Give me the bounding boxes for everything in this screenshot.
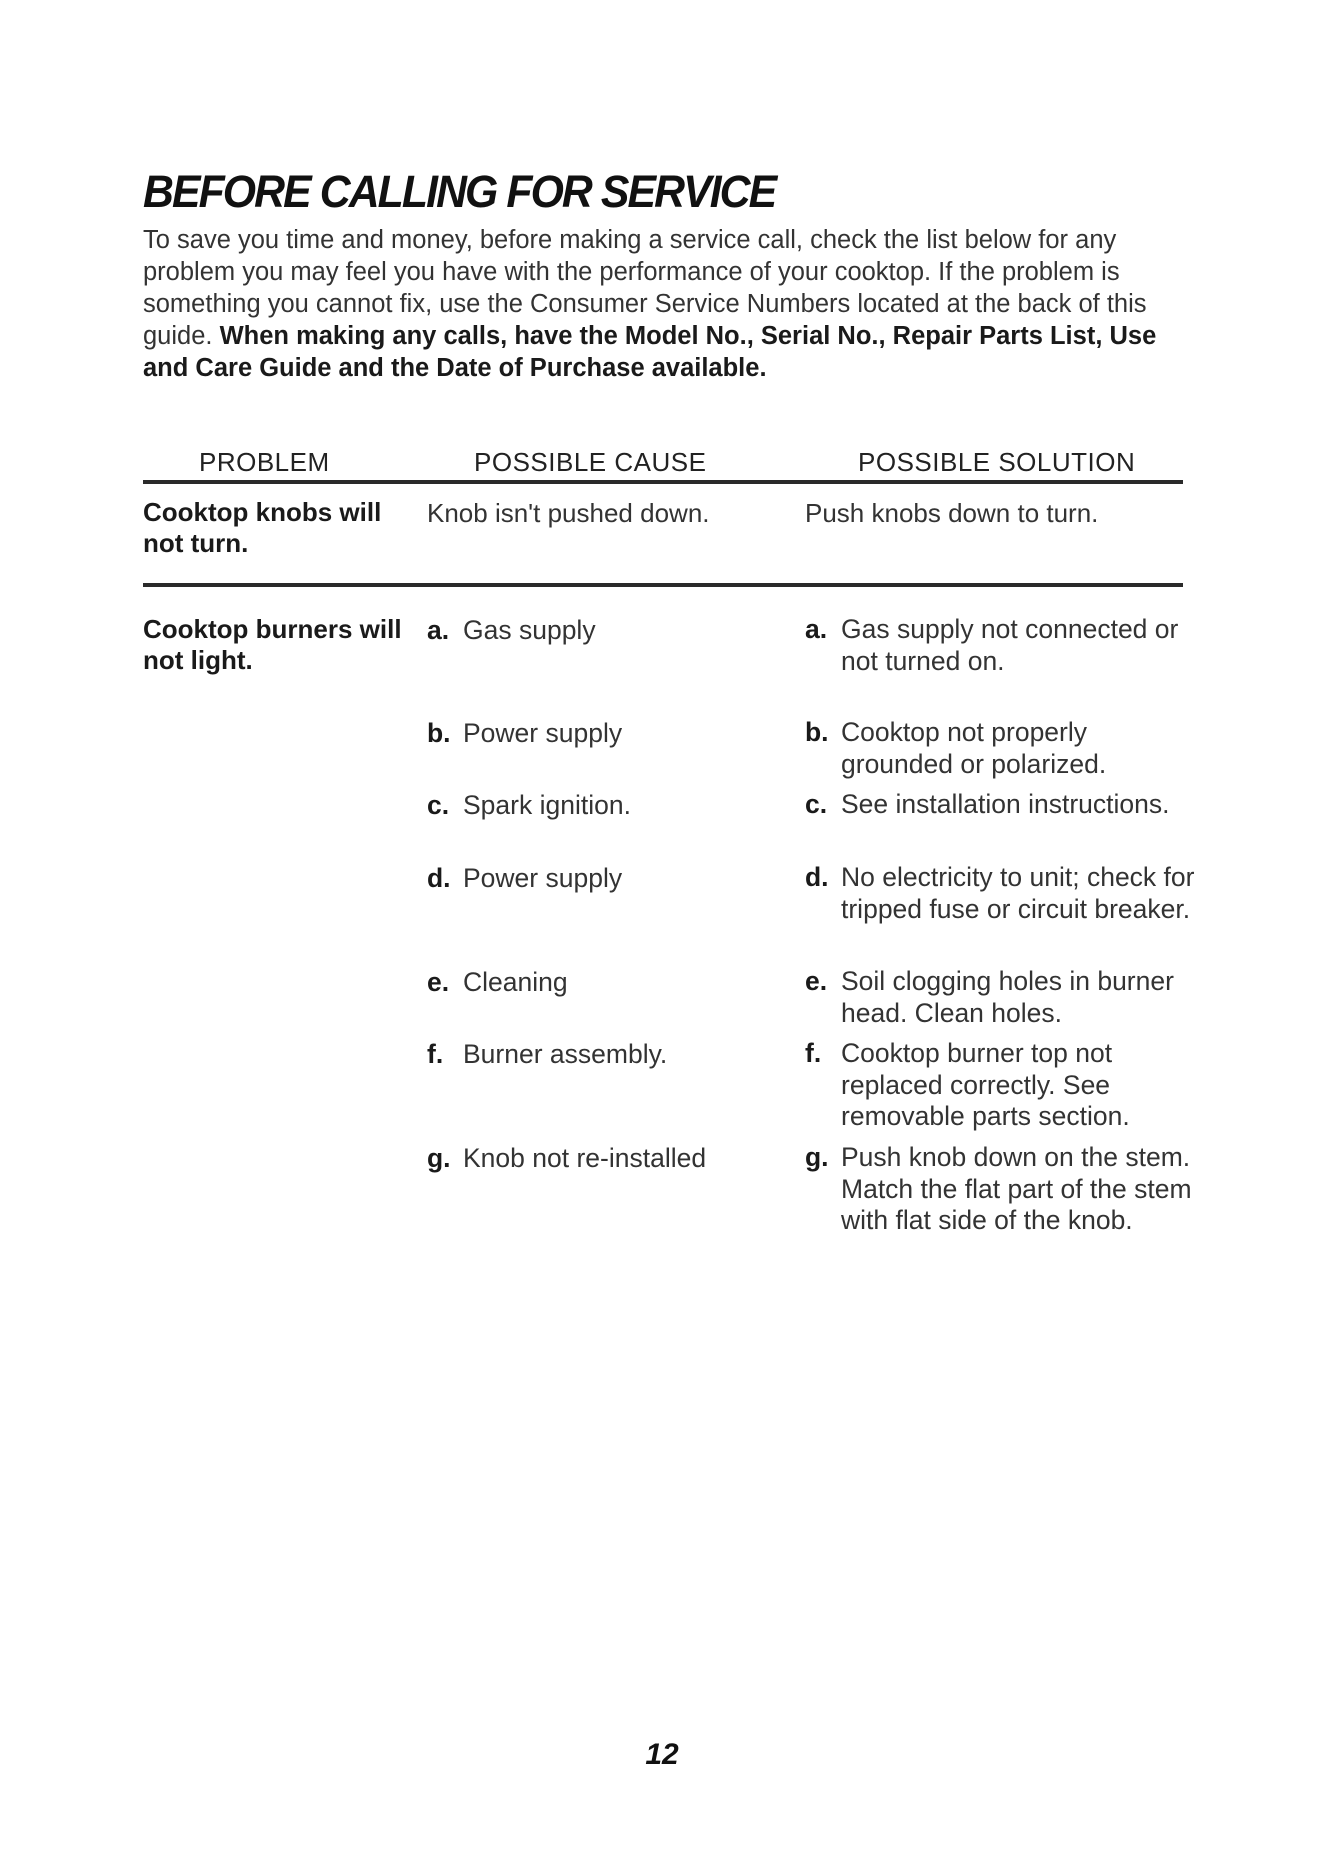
cause-item-f [427,1038,667,1070]
column-header-cause: POSSIBLE CAUSE [474,447,707,477]
solution-text-b: Cooktop not properly grounded or polarized. [841,717,1107,779]
solution-text-f: Cooktop burner top not replaced correctly. See removable parts section. [841,1038,1130,1131]
header-rule [143,480,1183,484]
column-header-solution: POSSIBLE SOLUTION [858,447,1136,477]
cause-knobs: Knob isn't pushed down. [427,498,710,528]
problem-burners: Cooktop burners will not light. [143,614,402,675]
solution-letter-g: g. [805,1142,829,1172]
cause-letter-c: c. [427,790,450,820]
cause-item-c [427,789,631,821]
solution-text-g: Push knob down on the stem. Match the flat part of the stem with flat side of the knob. [841,1142,1192,1235]
solution-item-e [805,966,1195,1029]
cause-text-d: Power supply [463,863,623,893]
cause-item-g [427,1142,706,1174]
cause-letter-d: d. [427,863,451,893]
intro-bold-text: When making any calls, have the Model No., Serial No., Repair Parts List, Use and Care Guide and the Date of Purchase available. [143,322,1157,382]
solution-text-e: Soil clogging holes in burner head. Clean holes. [841,966,1174,1028]
page-title: BEFORE CALLING FOR SERVICE [143,166,776,217]
cause-item-a [427,614,596,646]
row-divider [143,583,1183,587]
cause-text-a: Gas supply [463,615,596,645]
cause-text-g: Knob not re-installed [463,1143,707,1173]
solution-letter-e: e. [805,966,828,996]
solution-letter-c: c. [805,789,828,819]
cause-text-e: Cleaning [463,967,568,997]
solution-text-c: See installation instructions. [841,789,1170,819]
intro-text: To save you time and money, before making a service call, check the list below for any problem you may feel you have with the performance of your cooktop. If the problem is something you cannot fix, use the Consumer Service Numbers located at the back of this guide. [143,226,1147,350]
page-number: 12 [645,1738,679,1771]
cause-text-b: Power supply [463,718,623,748]
solution-letter-d: d. [805,862,829,892]
solution-letter-a: a. [805,614,828,644]
solution-text-a: Gas supply not connected or not turned on. [841,614,1179,676]
cause-text-c: Spark ignition. [463,790,631,820]
solution-item-g [805,1142,1195,1237]
cause-letter-b: b. [427,718,451,748]
solution-text-d: No electricity to unit; check for tripped fuse or circuit breaker. [841,862,1195,924]
cause-item-b [427,717,622,749]
solution-knobs: Push knobs down to turn. [805,498,1099,528]
cause-letter-e: e. [427,967,450,997]
solution-item-d [805,862,1195,925]
solution-item-b [805,717,1195,780]
cause-letter-f: f. [427,1039,444,1069]
column-header-problem: PROBLEM [199,447,330,477]
cause-letter-g: g. [427,1143,451,1173]
cause-item-d [427,862,622,894]
problem-knobs: Cooktop knobs will not turn. [143,497,382,558]
solution-letter-b: b. [805,717,829,747]
solution-letter-f: f. [805,1038,822,1068]
cause-item-e [427,966,568,998]
solution-item-f [805,1038,1195,1133]
cause-text-f: Burner assembly. [463,1039,668,1069]
cause-letter-a: a. [427,615,450,645]
intro-paragraph [143,224,1183,384]
solution-item-a [805,614,1195,677]
solution-item-c [805,789,1195,821]
